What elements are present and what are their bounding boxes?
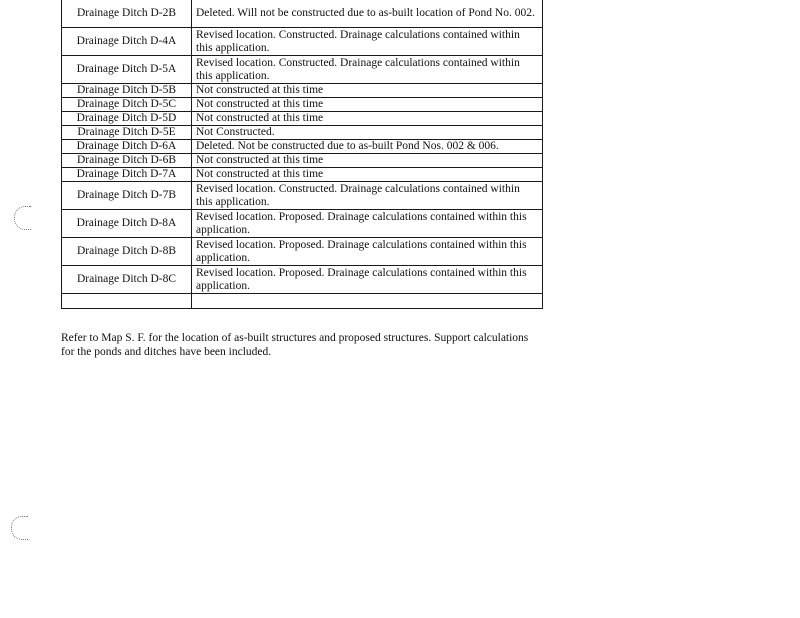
punch-hole-mark <box>14 206 31 230</box>
ditch-status-cell: Deleted. Not be constructed due to as-built Pond Nos. 002 & 006. <box>192 140 543 154</box>
ditch-status-cell: Not Constructed. <box>192 126 543 140</box>
table-row <box>62 168 543 182</box>
ditch-status-cell: Revised location. Constructed. Drainage calculations contained within this application. <box>192 56 543 84</box>
ditch-status-cell: Not constructed at this time <box>192 168 543 182</box>
ditch-name-cell: Drainage Ditch D-5C <box>62 98 192 112</box>
ditch-name-cell <box>62 294 192 309</box>
table-row <box>62 210 543 238</box>
table-row <box>62 0 543 28</box>
ditch-name-cell: Drainage Ditch D-5B <box>62 84 192 98</box>
table-row <box>62 98 543 112</box>
table-row <box>62 112 543 126</box>
ditch-name-cell: Drainage Ditch D-5A <box>62 56 192 84</box>
table-row <box>62 56 543 84</box>
ditch-name-cell: Drainage Ditch D-4A <box>62 28 192 56</box>
table-row <box>62 126 543 140</box>
table-row <box>62 28 543 56</box>
ditch-name-cell: Drainage Ditch D-7B <box>62 182 192 210</box>
ditch-name-cell: Drainage Ditch D-5D <box>62 112 192 126</box>
ditch-name-cell: Drainage Ditch D-5E <box>62 126 192 140</box>
table-row <box>62 182 543 210</box>
punch-hole-mark <box>11 516 28 540</box>
ditch-name-cell: Drainage Ditch D-2B <box>62 0 192 28</box>
table-row <box>62 154 543 168</box>
ditch-name-cell: Drainage Ditch D-8A <box>62 210 192 238</box>
ditch-status-cell: Revised location. Constructed. Drainage calculations contained within this application. <box>192 182 543 210</box>
ditch-name-cell: Drainage Ditch D-8B <box>62 238 192 266</box>
drainage-ditch-table <box>61 0 543 309</box>
table-row <box>62 266 543 294</box>
table-row <box>62 140 543 154</box>
footnote-text: Refer to Map S. F. for the location of as-built structures and proposed structures. Support calculations for the ponds and ditches have been included. <box>61 332 529 358</box>
ditch-name-cell: Drainage Ditch D-6B <box>62 154 192 168</box>
ditch-status-cell: Not constructed at this time <box>192 84 543 98</box>
ditch-status-cell: Revised location. Proposed. Drainage calculations contained within this application. <box>192 238 543 266</box>
ditch-status-cell: Deleted. Will not be constructed due to as-built location of Pond No. 002. <box>192 0 543 28</box>
ditch-status-cell: Revised location. Proposed. Drainage calculations contained within this application. <box>192 210 543 238</box>
ditch-status-cell: Not constructed at this time <box>192 154 543 168</box>
ditch-status-cell: Revised location. Proposed. Drainage calculations contained within this application. <box>192 266 543 294</box>
ditch-status-cell: Not constructed at this time <box>192 98 543 112</box>
ditch-name-cell: Drainage Ditch D-8C <box>62 266 192 294</box>
table-row <box>62 84 543 98</box>
ditch-name-cell: Drainage Ditch D-6A <box>62 140 192 154</box>
ditch-status-cell <box>192 294 543 309</box>
table-row <box>62 294 543 309</box>
ditch-name-cell: Drainage Ditch D-7A <box>62 168 192 182</box>
ditch-status-cell: Revised location. Constructed. Drainage calculations contained within this application. <box>192 28 543 56</box>
table-row <box>62 238 543 266</box>
ditch-status-cell: Not constructed at this time <box>192 112 543 126</box>
